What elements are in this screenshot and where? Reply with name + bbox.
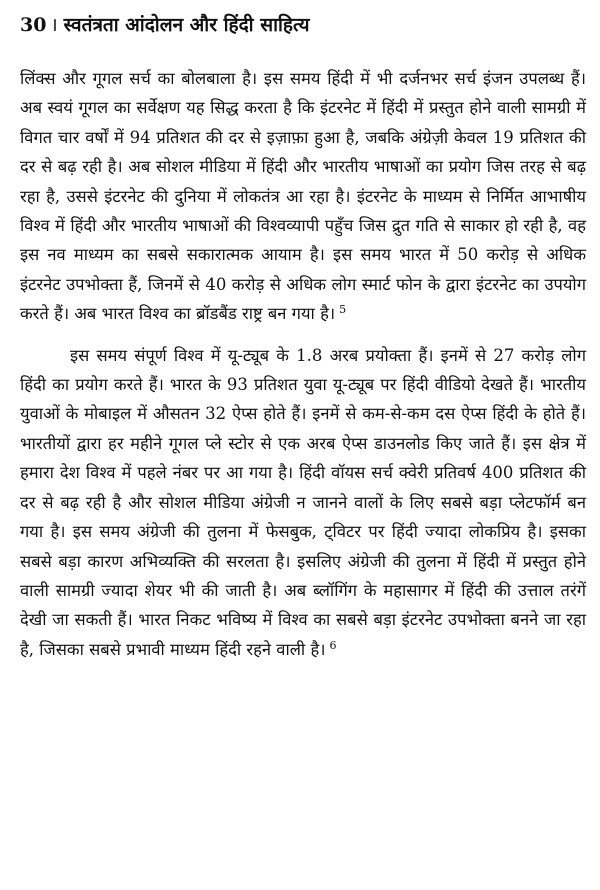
paragraph-2-text: इस समय संपूर्ण विश्व में यू-ट्यूब के 1.8 अरब प्रयोक्ता हैं। इनमें से 27 करोड़ लोग हिंदी का प्रयोग करते हैं। भारत के 93 प्रतिशत युवा यू-ट्यूब पर हिंदी वीडियो देखते हैं। भारतीय युवाओं के मोबाइल में औसतन 32 ऐप्स होते हैं। इनमें से कम-से-कम दस ऐप्स हिंदी के होते हैं। भारतीयों द्वारा हर महीने गूगल प्ले स्टोर से एक अरब ऐप्स डाउनलोड किए जाते हैं। इस क्षेत्र में हमारा देश विश्व में पहले नंबर पर आ गया है। हिंदी वॉयस सर्च क्वेरी प्रतिवर्ष 400 प्रतिशत की दर से बढ़ रही है और सोशल मीडिया अंग्रेजी न जानने वालों के लिए सबसे बड़ा प्लेटफॉर्म बन गया है। इस समय अंग्रेजी की तुलना में फेसबुक, ट्विटर पर हिंदी ज्यादा लोकप्रिय है। इसका सबसे बड़ा कारण अभिव्यक्ति की सरलता है। इसलिए अंग्रेजी की तुलना में हिंदी में प्रस्तुत होने वाली सामग्री ज्यादा शेयर भी की जाती है। अब ब्लॉगिंग के महासागर में हिंदी की उत्ताल तरंगें देखी जा सकती हैं। भारत निकट भविष्य में विश्व का सबसे बड़ा इंटरनेट उपभोक्ता बनने जा रहा है, जिसका सबसे प्रभावी माध्यम हिंदी रहने वाली है।: [20, 345, 586, 659]
paragraph-1-text: लिंक्स और गूगल सर्च का बोलबाला है। इस समय हिंदी में भी दर्जनभर सर्च इंजन उपलब्ध हैं। अब स्वयं गूगल का सर्वेक्षण यह सिद्ध करता है कि इंटरनेट में हिंदी में प्रस्तुत होने वाली सामग्री में विगत चार वर्षों में 94 प्रतिशत की दर से इज़ाफ़ा हुआ है, जबकि अंग्रेज़ी केवल 19 प्रतिशत की दर से बढ़ रही है। अब सोशल मीडिया में हिंदी और भारतीय भाषाओं का प्रयोग जिस तरह से बढ़ रहा है, उससे इंटरनेट की दुनिया में लोकतंत्र आ रहा है। इंटरनेट के माध्यम से निर्मित आभाषीय विश्व में हिंदी और भारतीय भाषाओं की विश्वव्यापी पहुँच जिस द्रुत गति से साकार हो रही है, वह इस नव माध्यम का सबसे सकारात्मक आयाम है। इस समय भारत में 50 करोड़ से अधिक इंटरनेट उपभोक्ता हैं, जिनमें से 40 करोड़ से अधिक लोग स्मार्ट फोन के द्वारा इंटरनेट का उपयोग करते हैं। अब भारत विश्व का ब्रॉडबैंड राष्ट्र बन गया है।: [20, 69, 586, 324]
header-separator: ।: [50, 14, 58, 36]
paragraph-2: [20, 341, 586, 664]
paragraph-1: [20, 64, 586, 329]
chapter-title: स्वतंत्रता आंदोलन और हिंदी साहित्य: [63, 14, 310, 36]
footnote-ref-6: 6: [329, 638, 337, 652]
footnote-ref-5: 5: [339, 303, 347, 317]
page-number: 30: [20, 14, 47, 36]
running-header: [20, 12, 586, 38]
